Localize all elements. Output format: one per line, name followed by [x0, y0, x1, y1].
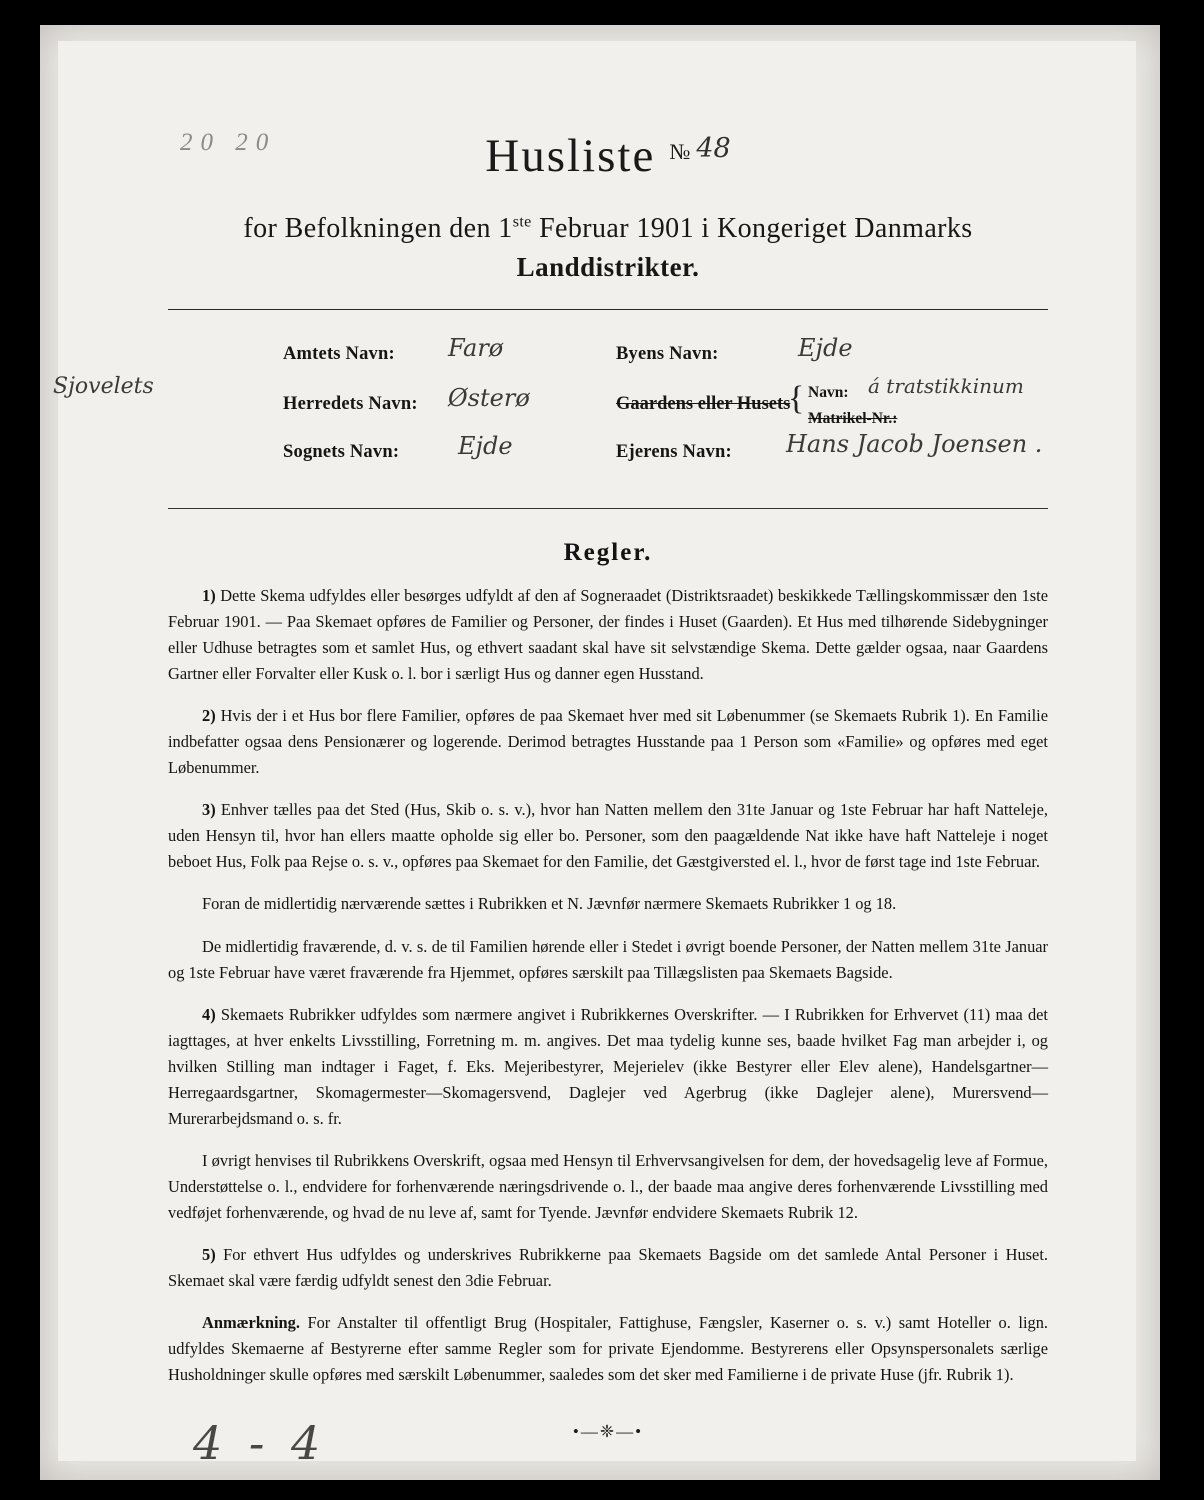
rule-paragraph-2: [168, 703, 1048, 781]
rule-2-text: Hvis der i et Hus bor flere Familier, opføres de paa Skemaet hver med sit Løbenummer (se Skemaets Rubrik 1). En Familie indbefatter ogsaa dens Pensionærer og logerende. Derimod betragtes Husstande paa 1 Person som «Familie» og opføres med eget Løbenummer.: [168, 706, 1048, 777]
amt-value: Farø: [448, 333, 504, 362]
rule-paragraph-3: [168, 797, 1048, 875]
form-subtitle-pre: for Befolkningen den 1: [243, 213, 513, 244]
rule-5-text: For ethvert Hus udfyldes og underskrives Rubrikkerne paa Skemaets Bagside om det samlede Antal Personer i Huset. Skemaet skal være færdig udfyldt senest den 3die Februar.: [168, 1245, 1048, 1290]
form-title: Husliste: [485, 130, 656, 182]
ornament-divider: •―❈―•: [572, 1422, 644, 1442]
ejer-label: Ejerens Navn:: [616, 441, 732, 462]
form-number-label: №: [669, 139, 691, 164]
form-content: [53, 101, 1048, 1442]
margin-note: Sjovelets: [53, 373, 154, 399]
sogn-label: Sognets Navn:: [283, 441, 400, 462]
form-title-row: [168, 129, 1048, 183]
form-number-value: 48: [696, 133, 731, 164]
identification-fields: [53, 332, 1048, 482]
scanned-document: [40, 25, 1160, 1480]
divider-bottom: [168, 508, 1048, 509]
form-subtitle-post: Februar 1901 i Kongeriget Danmarks: [531, 213, 973, 244]
form-subtitle: [168, 209, 1048, 250]
rule-3-text: Enhver tælles paa det Sted (Hus, Skib o. s. v.), hvor han Natten mellem den 31te Januar og 1ste Februar har haft Natteleje, uden Hensyn til, hvor han ellers maatte opholde sig eller bo. Personer, som den paagældende Nat ikke have haft Natteleje i noget beboet Hus, Folk paa Rejse o. s. v., opføres paa Skemaet for den Familie, det Gæstgiversted el. l., hvor de først tage ind 1ste Februar.: [168, 800, 1048, 872]
herred-label: Herredets Navn:: [283, 393, 418, 414]
amt-label: Amtets Navn:: [283, 343, 395, 364]
brace-icon: {: [788, 379, 805, 417]
rule-note-text: For Anstalter til offentligt Brug (Hospitaler, Fattighuse, Fængsler, Kaserner o. s. v.) samt Hoteller o. lign. udfyldes Skemaerne af Bestyrerne efter samme Regler som for private Ejendomme. Bestyrerens eller Opsynspersonalets særlige Husholdninger skulle opføres med særskilt Løbenummer, saaledes som det sker med Familierne i de private Huse (jfr. Rubrik 1).: [168, 1313, 1048, 1385]
rule-5-number: 5): [202, 1245, 216, 1265]
rule-paragraph-4b: I øvrigt henvises til Rubrikkens Overskrift, ogsaa med Hensyn til Erhvervsangivelsen for dem, der hovedsagelig leve af Formue, Understøttelse o. l., endvidere for forhenværende næringsdrivende o. l., der baade maa angive deres forhenværende Livsstilling med vedføjet forhenværende, og hvad de nu leve af, samt for Tyende. Jævnfør endvidere Skemaets Rubrik 12.: [168, 1150, 1048, 1222]
pencil-annotation: 4 - 4: [193, 1416, 327, 1470]
rule-paragraph-4: [168, 1002, 1048, 1132]
navn-label: Navn:: [808, 383, 849, 401]
herred-value: Østerø: [448, 383, 530, 412]
rule-note-label: Anmærkning.: [202, 1313, 300, 1333]
by-label: Byens Navn:: [616, 343, 719, 364]
rule-paragraph-1: [168, 583, 1048, 687]
divider-top: [168, 309, 1048, 310]
rule-4-number: 4): [202, 1004, 216, 1024]
matrikel-label: Matrikel-Nr.:: [808, 409, 898, 427]
sogn-value: Ejde: [458, 431, 513, 460]
rule-note: [168, 1310, 1048, 1388]
rule-paragraph-3c: De midlertidig fraværende, d. v. s. de til Familien hørende eller i Stedet i øvrigt boende Personer, der Natten mellem 31te Januar og 1ste Februar have været fraværende fra Hjemmet, opføres særskilt paa Tillægslisten paa Skemaets Bagside.: [168, 936, 1048, 982]
form-subtitle-line2: Landdistrikter.: [516, 251, 700, 282]
rules-heading: Regler.: [563, 538, 653, 566]
gaard-label: Gaardens eller Husets: [616, 393, 791, 414]
rule-1-number: 1): [202, 585, 216, 605]
rule-2-number: 2): [202, 706, 216, 726]
rule-paragraph-5: [168, 1242, 1048, 1294]
archive-stamp-number: 20 20: [180, 129, 277, 156]
rule-4-text: Skemaets Rubrikker udfyldes som nærmere angivet i Rubrikkernes Overskrifter. — I Rubrikken for Erhvervet (11) maa det iagttages, at hver enkelts Livsstilling, Forretning m. m. angives. Det maa tydelig kunne ses, baade hvilket Fag man arbejder i, og hvilken Stilling man indtager i Faget, f. Eks. Mejeribestyrer, Mejerielev (ikke Bestyrer eller Elev alene), Handelsgartner—Herregaardsgartner, Skomagermester—Skomagersvend, Daglejer ved Agerbrug (ikke Daglejer alene), Murersvend—Murerarbejdsmand o. s. fr.: [168, 1004, 1048, 1128]
by-value: Ejde: [798, 333, 853, 362]
paper-sheet: [53, 41, 1136, 1470]
ejer-value: Hans Jacob Joensen .: [786, 429, 1043, 458]
navn-value: á tratstikkinum: [868, 373, 1024, 398]
rule-1-text: Dette Skema udfyldes eller besørges udfyldt af den af Sogneraadet (Distriktsraadet) beskikkede Tællingskommissær den 1ste Februar 1901. — Paa Skemaet opføres de Familier og Personer, der findes i Huset (Gaarden). Et Hus med tilhørende Sidebygninger eller Udhuse betragtes som et samlet Hus, og ethvert saadant skal have sit selvstændige Skema. Dette gælder ogsaa, naar Gaardens Gartner eller Forvalter eller Kusk o. l. bor i særligt Hus og danner egen Husstand.: [168, 585, 1048, 683]
form-subtitle-sup: ste: [512, 213, 532, 231]
rule-paragraph-3b: Foran de midlertidig nærværende sættes i Rubrikken et N. Jævnfør nærmere Skemaets Rubrikker 1 og 18.: [202, 894, 897, 914]
rule-3-number: 3): [202, 800, 216, 820]
